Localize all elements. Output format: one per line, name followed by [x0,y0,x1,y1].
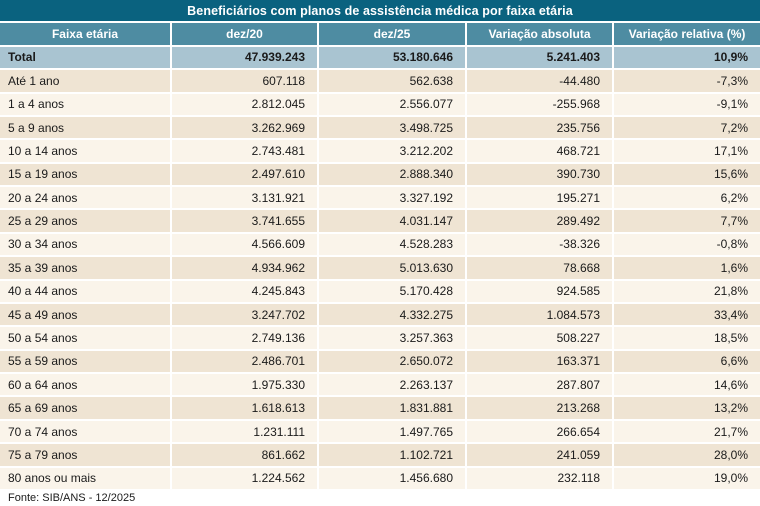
row-value: -38.326 [467,234,612,255]
total-row-value: 10,9% [614,47,760,68]
row-value: 14,6% [614,374,760,395]
row-label: 30 a 34 anos [0,234,170,255]
row-value: 2.556.077 [319,94,465,115]
row-label: 60 a 64 anos [0,374,170,395]
row-value: 21,7% [614,421,760,442]
row-value: 241.059 [467,444,612,465]
row-value: 33,4% [614,304,760,325]
row-value: 3.247.702 [172,304,317,325]
row-value: 17,1% [614,140,760,161]
row-value: 6,6% [614,351,760,372]
row-label: 10 a 14 anos [0,140,170,161]
row-value: 468.721 [467,140,612,161]
row-label: 5 a 9 anos [0,117,170,138]
table-title: Beneficiários com planos de assistência médica por faixa etária [0,0,760,21]
row-value: -255.968 [467,94,612,115]
row-label: 50 a 54 anos [0,327,170,348]
row-value: 2.749.136 [172,327,317,348]
row-value: 13,2% [614,397,760,418]
row-value: 1.831.881 [319,397,465,418]
row-value: 5.170.428 [319,281,465,302]
row-value: -0,8% [614,234,760,255]
row-label: 45 a 49 anos [0,304,170,325]
total-row-value: 5.241.403 [467,47,612,68]
row-value: 6,2% [614,187,760,208]
total-row-value: 53.180.646 [319,47,465,68]
row-value: -44.480 [467,70,612,91]
row-value: 3.131.921 [172,187,317,208]
column-header-4: Variação relativa (%) [614,23,760,44]
row-value: 3.257.363 [319,327,465,348]
row-value: 924.585 [467,281,612,302]
row-value: 1.224.562 [172,468,317,489]
row-value: 213.268 [467,397,612,418]
column-header-2: dez/25 [319,23,465,44]
row-value: 7,2% [614,117,760,138]
row-value: 235.756 [467,117,612,138]
row-label: 80 anos ou mais [0,468,170,489]
row-value: 1.497.765 [319,421,465,442]
row-label: 25 a 29 anos [0,210,170,231]
row-value: 21,8% [614,281,760,302]
row-value: 4.245.843 [172,281,317,302]
row-value: 2.497.610 [172,164,317,185]
row-value: 7,7% [614,210,760,231]
row-value: 1.231.111 [172,421,317,442]
row-value: -9,1% [614,94,760,115]
row-value: 390.730 [467,164,612,185]
row-value: 2.486.701 [172,351,317,372]
row-value: 861.662 [172,444,317,465]
row-value: 1.975.330 [172,374,317,395]
row-value: 15,6% [614,164,760,185]
row-value: 1,6% [614,257,760,278]
row-value: 28,0% [614,444,760,465]
row-value: 18,5% [614,327,760,348]
row-value: 1.084.573 [467,304,612,325]
row-value: 2.263.137 [319,374,465,395]
row-value: 508.227 [467,327,612,348]
row-value: 5.013.630 [319,257,465,278]
column-header-1: dez/20 [172,23,317,44]
row-label: 55 a 59 anos [0,351,170,372]
row-value: 4.934.962 [172,257,317,278]
row-value: 1.456.680 [319,468,465,489]
row-value: 287.807 [467,374,612,395]
row-value: 3.741.655 [172,210,317,231]
row-value: 232.118 [467,468,612,489]
row-value: 4.332.275 [319,304,465,325]
row-label: 1 a 4 anos [0,94,170,115]
row-value: 1.618.613 [172,397,317,418]
row-value: 1.102.721 [319,444,465,465]
row-value: 4.031.147 [319,210,465,231]
row-value: 163.371 [467,351,612,372]
total-row-value: 47.939.243 [172,47,317,68]
row-value: 195.271 [467,187,612,208]
row-value: 607.118 [172,70,317,91]
row-label: 20 a 24 anos [0,187,170,208]
row-value: 3.498.725 [319,117,465,138]
row-value: 3.262.969 [172,117,317,138]
row-label: 70 a 74 anos [0,421,170,442]
total-row-label: Total [0,47,170,68]
row-label: 15 a 19 anos [0,164,170,185]
row-value: 289.492 [467,210,612,231]
column-header-3: Variação absoluta [467,23,612,44]
row-value: 266.654 [467,421,612,442]
source-note: Fonte: SIB/ANS - 12/2025 [8,492,136,504]
row-label: 40 a 44 anos [0,281,170,302]
row-value: 2.812.045 [172,94,317,115]
row-value: 78.668 [467,257,612,278]
row-value: 4.566.609 [172,234,317,255]
row-label: 75 a 79 anos [0,444,170,465]
row-value: 4.528.283 [319,234,465,255]
column-header-0: Faixa etária [0,23,170,44]
row-value: 562.638 [319,70,465,91]
row-value: 3.327.192 [319,187,465,208]
row-value: 3.212.202 [319,140,465,161]
row-label: 65 a 69 anos [0,397,170,418]
row-label: 35 a 39 anos [0,257,170,278]
row-value: 2.743.481 [172,140,317,161]
row-label: Até 1 ano [0,70,170,91]
row-value: 2.650.072 [319,351,465,372]
row-value: 2.888.340 [319,164,465,185]
row-value: 19,0% [614,468,760,489]
row-value: -7,3% [614,70,760,91]
